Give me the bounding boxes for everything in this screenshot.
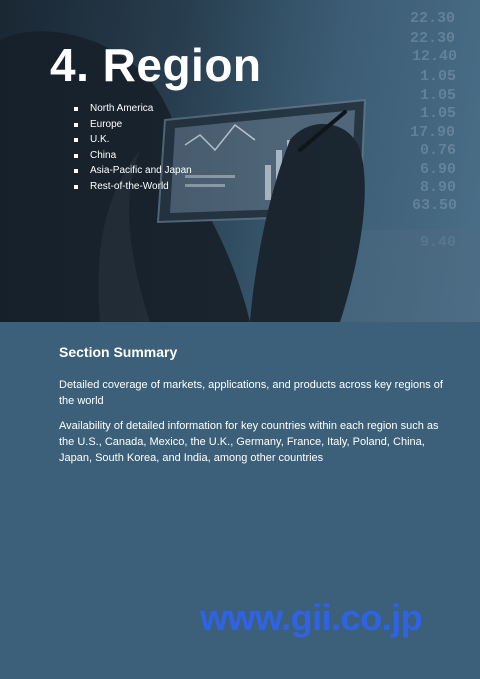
- region-label: Europe: [90, 118, 123, 130]
- list-item: [74, 132, 192, 148]
- region-label: North America: [90, 103, 154, 114]
- region-label: U.K.: [90, 134, 110, 145]
- region-label: China: [90, 149, 117, 161]
- region-list: [74, 101, 192, 194]
- bullet-icon: [74, 154, 78, 158]
- list-item: [74, 148, 192, 164]
- summary-paragraph: Detailed coverage of markets, applications, and products across key regions of the world: [59, 379, 443, 407]
- hero-banner: [0, 0, 480, 322]
- list-item: [74, 179, 192, 195]
- section-summary-heading: Section Summary: [59, 344, 178, 360]
- page-title: 4. Region: [50, 39, 262, 91]
- bullet-icon: [74, 107, 78, 111]
- summary-paragraph: Availability of detailed information for key countries within each region such as the U.S., Canada, Mexico, the U.K., Germany, France, Italy, Poland, China, Japan, South Korea, and India, among other countries: [59, 420, 439, 464]
- bullet-icon: [74, 138, 78, 142]
- list-item: [74, 163, 192, 179]
- bullet-icon: [74, 185, 78, 189]
- list-item: [74, 101, 192, 117]
- bullet-icon: [74, 123, 78, 127]
- region-label: Rest-of-the-World: [90, 180, 169, 192]
- bullet-icon: [74, 169, 78, 173]
- region-label: Asia-Pacific and Japan: [90, 165, 192, 176]
- watermark-url: www.gii.co.jp: [200, 597, 423, 638]
- list-item: [74, 117, 192, 133]
